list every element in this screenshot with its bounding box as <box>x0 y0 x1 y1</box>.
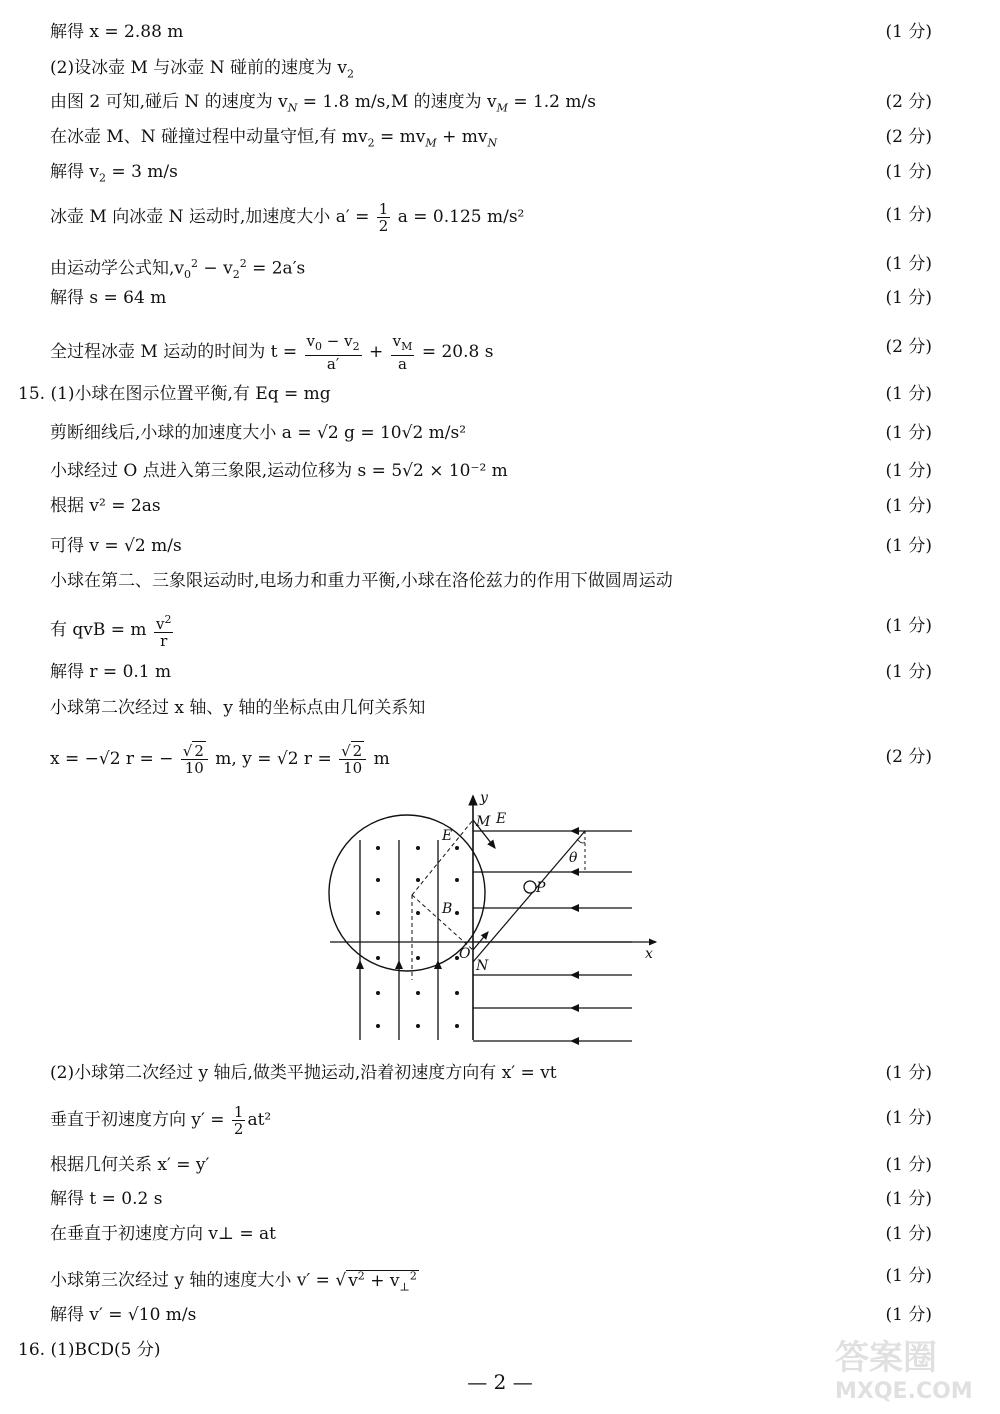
electric-field-lines <box>473 831 632 1041</box>
line-q15-coords: x = −√2 r = − $\frac{√ 2}{10}$ m, y = √2 r = $\frac{√ 2}{10}$ m (2 分) <box>50 742 932 777</box>
line-solve-x: 解得 x = 2.88 m (1 分) <box>50 22 932 42</box>
magnetic-field-dots <box>376 846 459 1028</box>
field-diagram <box>320 790 660 1045</box>
line-velocities: 由图 2 可知,碰后 N 的速度为 $v_N = 1.8$ m/s,M 的速度为 $v_M = 1.2$ m/s (2 分) <box>50 92 932 115</box>
page-number: — 2 — <box>467 1370 533 1394</box>
line-q15-accel: 剪断细线后,小球的加速度大小 a = √2 g = 10√2 m/s² (1 分) <box>50 423 932 443</box>
line-kinematics: 由运动学公式知$,v_0^2 - v_2^2 = 2a's$ (1 分) <box>50 254 932 282</box>
label-y: y <box>480 790 488 806</box>
line-q15b-geom: 根据几何关系 x′ = y′ (1 分) <box>50 1155 932 1175</box>
line-q16: 16. (1)BCD(5 分) <box>18 1340 161 1360</box>
line-q15-displacement: 小球经过 O 点进入第三象限,运动位移为 s = 5√2 × 10⁻² m (1 分) <box>50 461 932 481</box>
label-e-left: E <box>442 828 453 844</box>
line-solve-s: 解得 s = 64 m (1 分) <box>50 288 932 308</box>
label-b: B <box>442 901 453 917</box>
watermark-logo: 答案圈 MXQE.COM <box>835 1338 973 1404</box>
line-q15-radius: 解得 r = 0.1 m (1 分) <box>50 662 932 682</box>
line-q15-v2: 根据 v² = 2as (1 分) <box>50 496 932 516</box>
line-total-time: 全过程冰壶 M 运动的时间为 t = $\frac{v_0 - v_2}{a'}$ + $\frac{v_M}{a}$ = 20.8 s (2 分) <box>50 332 932 373</box>
line-q15-v: 可得 v = √2 m/s (1 分) <box>50 536 932 556</box>
line-q15b-t: 解得 t = 0.2 s (1 分) <box>50 1189 932 1209</box>
label-n: N <box>476 958 489 974</box>
label-e-top: E <box>496 811 507 827</box>
line-q15-lorentz: 有 qvB = m $\frac{v^2}{r}$ (1 分) <box>50 613 932 650</box>
line-q15-geometry: 小球第二次经过 x 轴、y 轴的坐标点由几何关系知 <box>50 698 426 718</box>
label-x: x <box>645 946 653 962</box>
label-p: P <box>536 880 546 896</box>
line-momentum: 在冰壶 M、N 碰撞过程中动量守恒,有 $mv_2 = mv_M + mv_N$ (2 分) <box>50 127 932 150</box>
label-theta: θ <box>569 850 578 866</box>
line-solve-v2: 解得 $v_2 = 3$ m/s (1 分) <box>50 162 932 185</box>
ball-p <box>524 881 536 893</box>
line-q15-balance: 15. (1)小球在图示位置平衡,有 Eq = mg (1 分) <box>18 384 932 404</box>
line-q15-circle: 小球在第二、三象限运动时,电场力和重力平衡,小球在洛伦兹力的作用下做圆周运动 <box>50 571 673 591</box>
label-o: O <box>459 946 471 962</box>
line-q15b-result: 解得 v′ = √10 m/s (1 分) <box>50 1305 932 1325</box>
line-q15b-perp: 垂直于初速度方向 y′ = $\frac{1}{2}$ at² (1 分) <box>50 1103 932 1138</box>
line-v2-def: (2)设冰壶 M 与冰壶 N 碰前的速度为 $v_2$ <box>50 58 354 81</box>
line-q15b-vperp: 在垂直于初速度方向 v⊥ = at (1 分) <box>50 1224 932 1244</box>
line-q15b-vprime: 小球第三次经过 y 轴的速度大小 v′ = √ $v^2 + v_\perp^2$ (1 分) <box>50 1266 932 1294</box>
label-m: M <box>476 814 491 830</box>
line-q15b-parabolic: (2)小球第二次经过 y 轴后,做类平抛运动,沿着初速度方向有 x′ = vt (1 分) <box>50 1063 932 1083</box>
line-acceleration: 冰壶 M 向冰壶 N 运动时,加速度大小 a′ = $\frac{1}{2}$ a = 0.125 m/s² (1 分) <box>50 200 932 235</box>
